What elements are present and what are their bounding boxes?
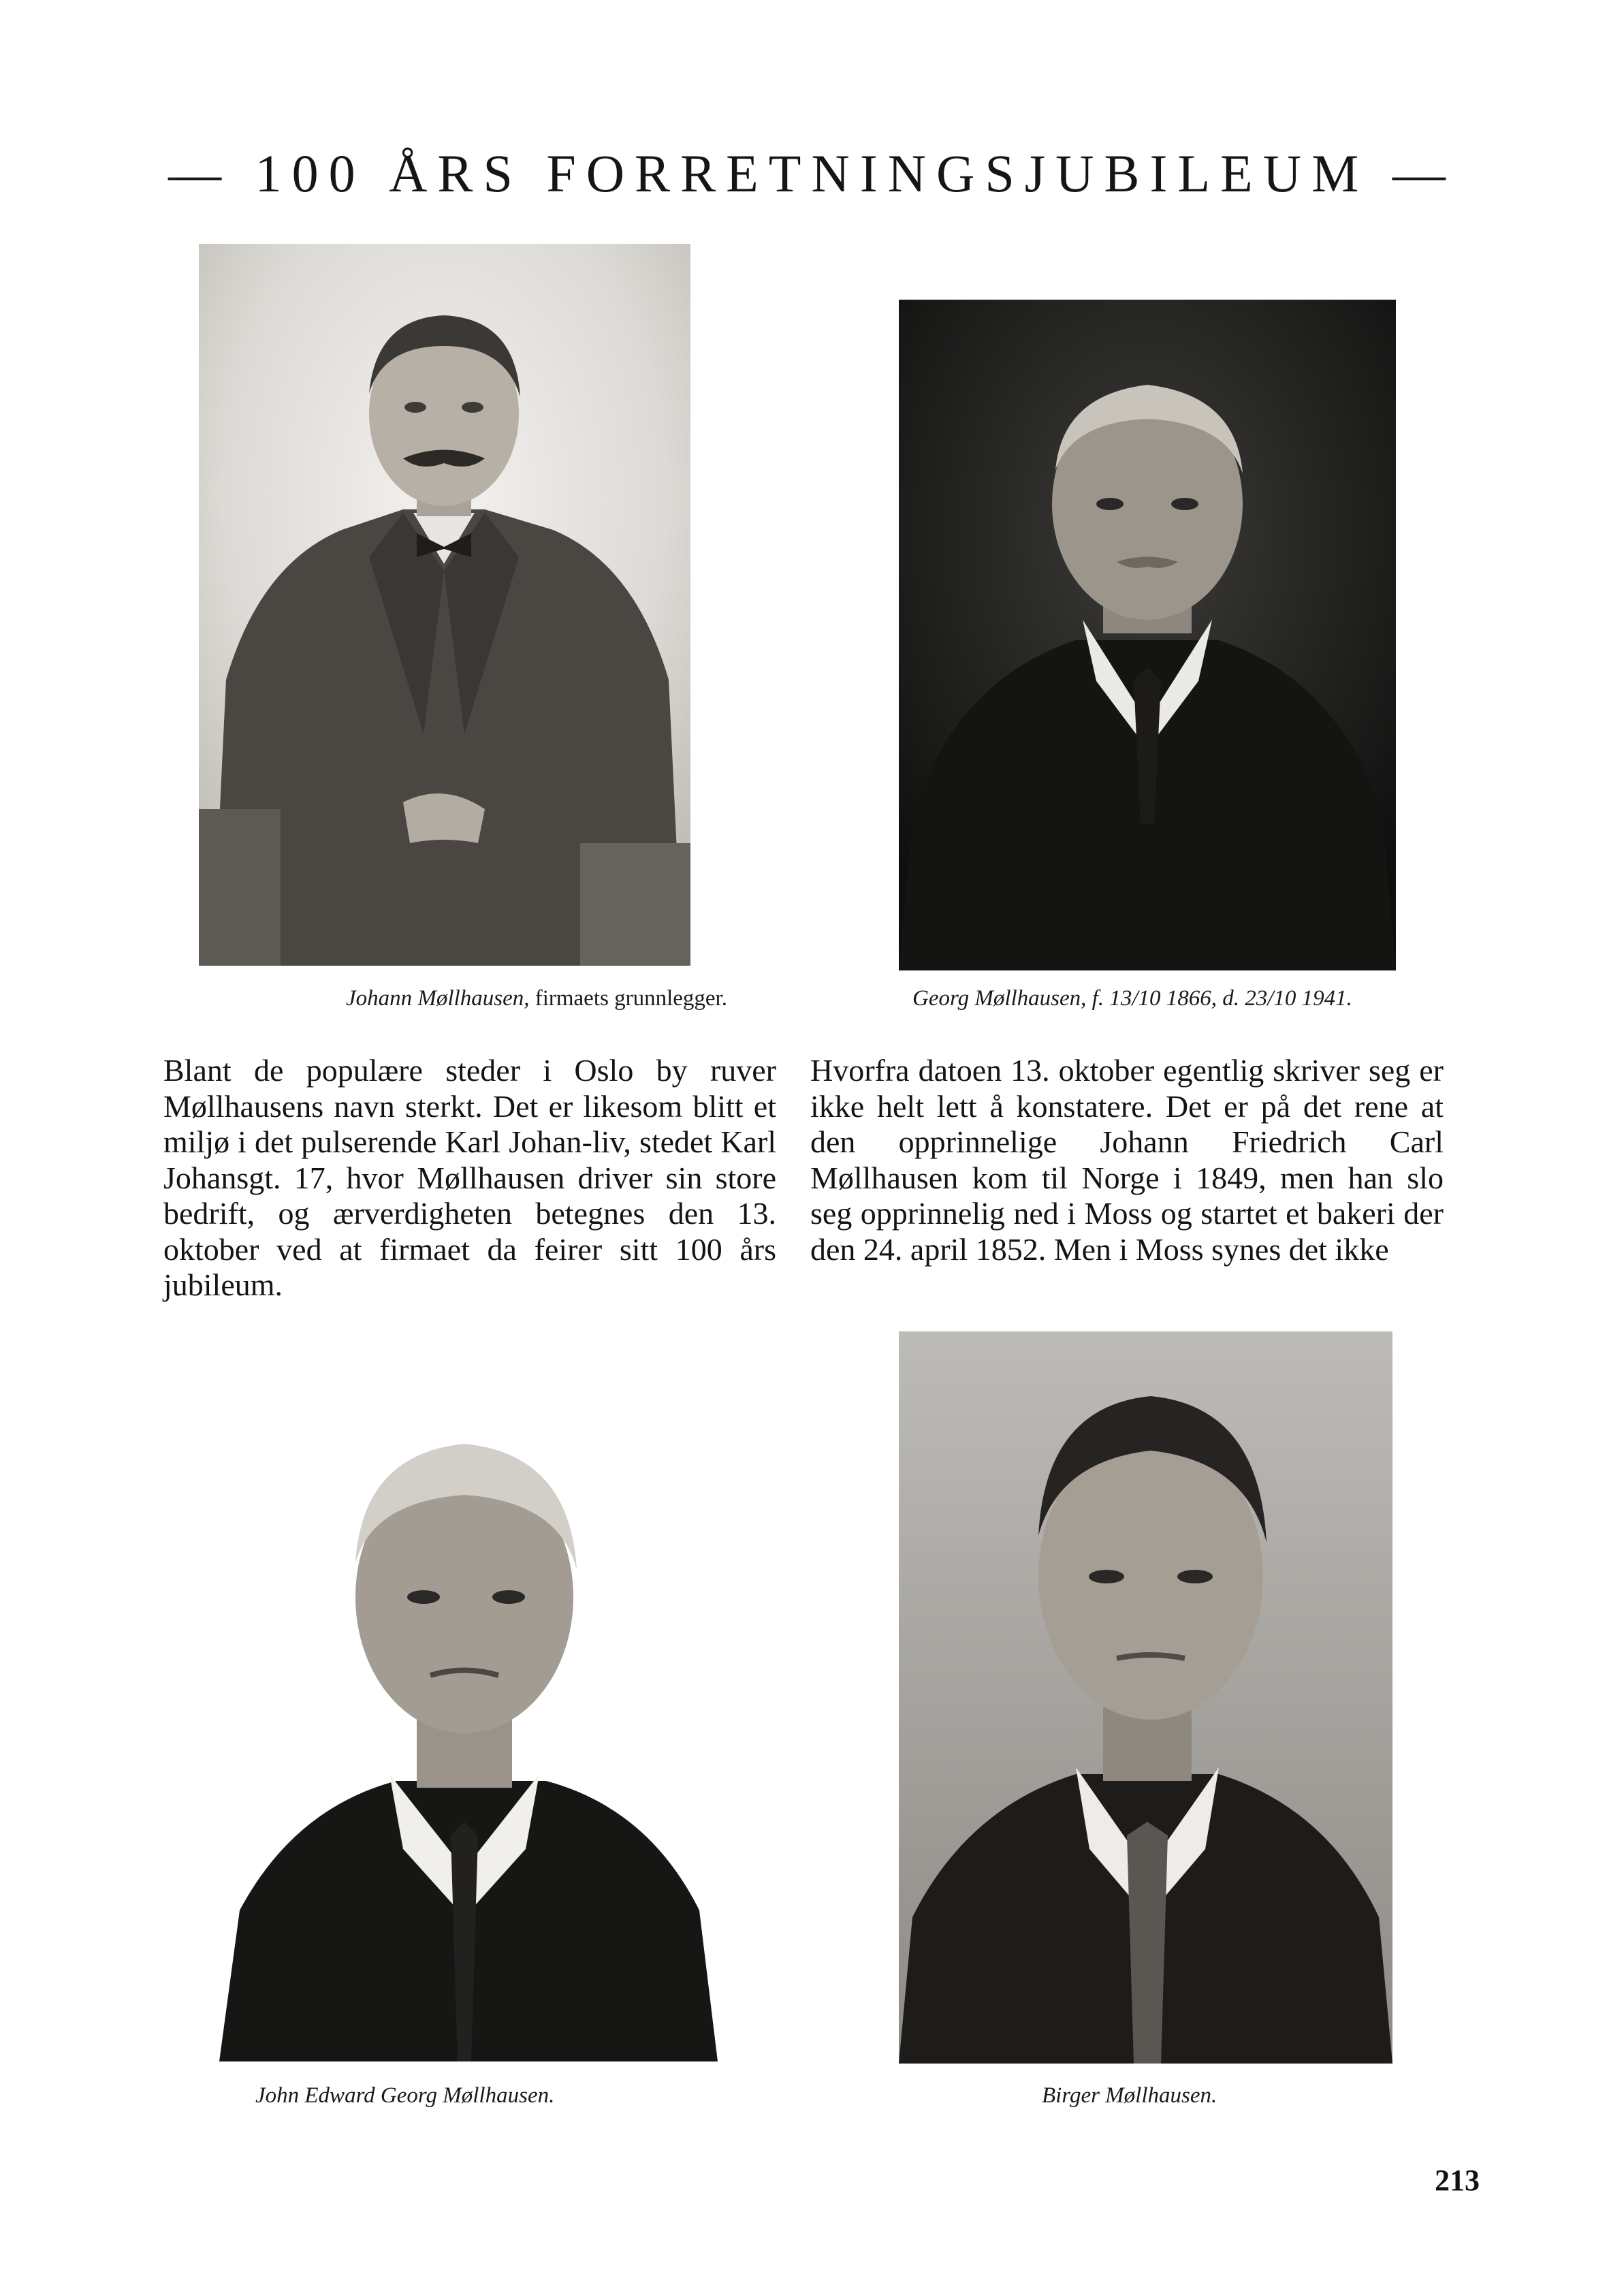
caption-birger bbox=[1042, 2082, 1217, 2109]
portrait-georg bbox=[899, 300, 1396, 970]
caption-georg-name: Georg Møllhausen, f. 13/10 1866, d. 23/10 1941. bbox=[912, 986, 1352, 1011]
page-header: — 100 ÅRS FORRETNINGSJUBILEUM — bbox=[168, 144, 1456, 203]
paragraph-left: Blant de populære steder i Oslo by ruver Møllhausens navn sterkt. Det er likesom blitt et miljø i det pulserende Karl Johan-liv, stedet Karl Johansgt. 17, hvor Møllhausen driver sin store bedrift, og ærverdigheten betegnes den 13. oktober ved at firmaet da feirer sitt 100 års jubileum. bbox=[163, 1053, 776, 1302]
page-number: 213 bbox=[1435, 2164, 1480, 2197]
body-text-right bbox=[810, 1053, 1444, 1267]
body-text-left bbox=[163, 1053, 776, 1304]
caption-johann bbox=[346, 985, 727, 1012]
caption-john-edward bbox=[255, 2082, 554, 2109]
caption-johann-rest: firmaets grunnlegger. bbox=[529, 986, 727, 1011]
paragraph-right: Hvorfra datoen 13. oktober egentlig skriver seg er ikke helt lett å konstatere. Det er på det rene at den opprinnelige Johann Friedrich Carl Møllhausen kom til Norge i 1849, men han slo seg opprinnelig ned i Moss og startet et bakeri der den 24. april 1852. Men i Moss synes det ikke bbox=[810, 1053, 1444, 1267]
portrait-john-edward bbox=[219, 1372, 718, 2061]
portrait-johann bbox=[199, 244, 690, 966]
portrait-birger bbox=[899, 1331, 1392, 2064]
caption-john-edward-name: John Edward Georg Møllhausen. bbox=[255, 2083, 555, 2108]
caption-birger-name: Birger Møllhausen. bbox=[1042, 2083, 1217, 2108]
caption-georg bbox=[912, 985, 1352, 1012]
caption-johann-name: Johann Møllhausen, bbox=[346, 986, 530, 1011]
